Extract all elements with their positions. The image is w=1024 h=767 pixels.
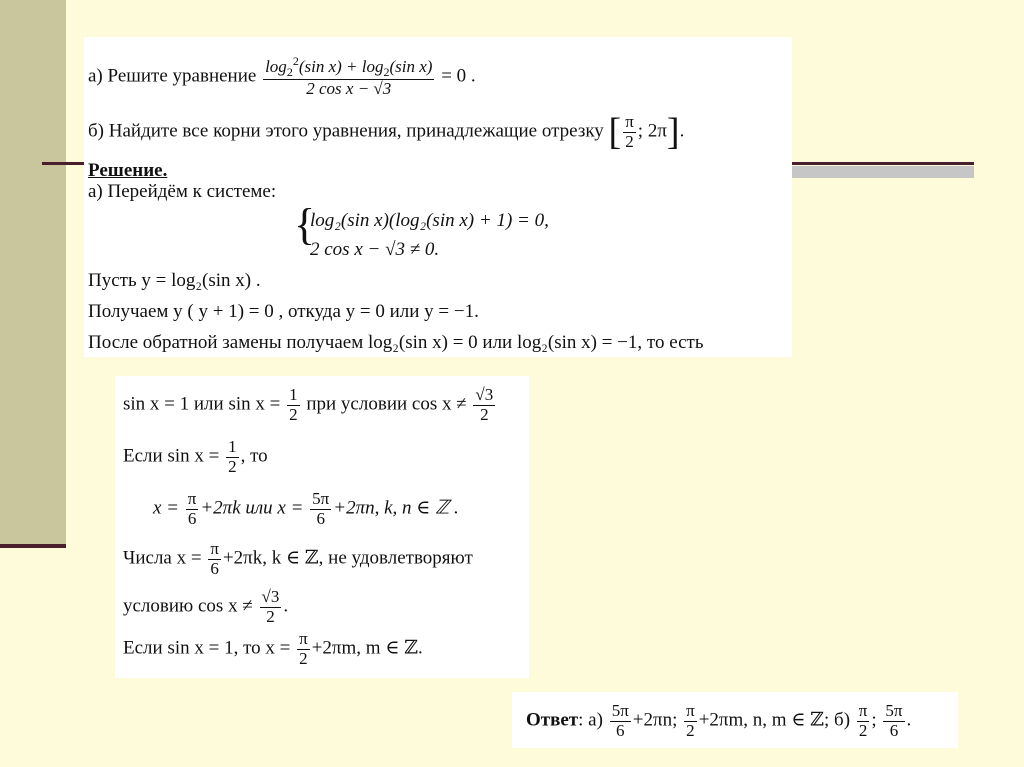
divider-line-left-top — [42, 162, 90, 165]
panel2-line-1: sin x = 1 или sin x = $\frac{1}{2}$ при условии cos x ≠ $\frac{√3}{2}$ — [123, 385, 494, 424]
answer-line: Ответ: а) $\frac{5\pi}{6}$ +2πn; $\frac{\pi}{2}$ +2πm, n, m ∈ ℤ; б) $\frac{\pi}{2}$ ; $\frac{5\pi}{6}$ . — [526, 701, 912, 740]
gray-band-right — [790, 166, 974, 178]
panel2-line-2: Если sin x = $\frac{1}{2}$ , то — [123, 437, 268, 476]
system-line-2: 2 cos x − √3 ≠ 0. — [310, 239, 440, 260]
problem-a-line: а) Решите уравнение $\frac{\log_2^2(\sin x) + \log_2(\sin x)}{\text{2 cos x − √3}}$ = 0 . — [88, 54, 476, 99]
divider-line-left-bottom — [0, 544, 66, 548]
panel2-line-6: Если sin x = 1, то x = $\frac{\pi}{2}$ +2πm, m ∈ ℤ. — [123, 629, 423, 668]
problem-b-line: б) Найдите все корни этого уравнения, принадлежащие отрезку [ $\frac{\pi}{2}$ ; 2π]. — [88, 111, 685, 154]
panel2-line-5: условию cos x ≠ $\frac{√3}{2}$ . — [123, 587, 289, 626]
system-line-1: log₂(sin x)(log₂(sin x) + 1) = 0, — [310, 210, 549, 231]
answer-panel — [512, 692, 958, 748]
panel2-line-4: Числа x = $\frac{\pi}{6}$ +2πk, k ∈ ℤ, не удовлетворяют — [123, 539, 473, 578]
problem-panel — [84, 37, 792, 357]
solution-step-a: а) Перейдём к системе: — [88, 181, 277, 202]
equation-fraction: $\frac{\log_2^2(\sin x) + \log_2(\sin x)}{\text{2 cos x − √3}}$ — [265, 54, 433, 99]
after-line: После обратной замены получаем log₂(sin x) = 0 или log₂(sin x) = −1, то есть — [88, 332, 704, 353]
solution-heading: Решение. — [88, 160, 168, 181]
panel2-line-3: x = $\frac{\pi}{6}$ +2πk или x = $\frac{5\pi}{6}$ +2πn, k, n ∈ ℤ . — [153, 489, 459, 528]
let-line: Пусть y = log₂(sin x) . — [88, 270, 261, 291]
get-line: Получаем y ( y + 1) = 0 , откуда y = 0 или y = −1. — [88, 301, 479, 322]
left-sidebar-bar — [0, 0, 66, 546]
answer-label: Ответ — [526, 709, 579, 731]
system-brace: { — [294, 200, 316, 249]
divider-line-right — [790, 162, 974, 165]
solution-panel — [115, 376, 529, 678]
